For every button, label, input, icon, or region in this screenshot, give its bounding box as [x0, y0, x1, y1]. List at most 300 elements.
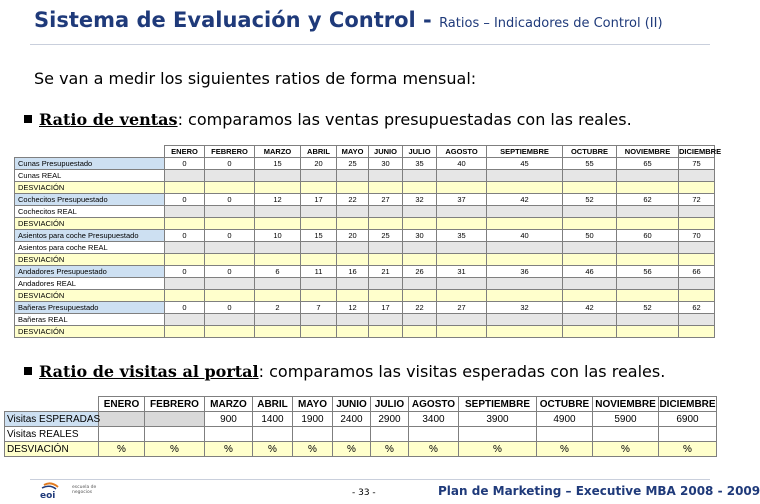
table-row — [5, 442, 717, 457]
value-cell — [255, 278, 301, 290]
value-cell: 17 — [301, 194, 337, 206]
bullet-visits-ratio — [24, 362, 665, 381]
value-cell — [255, 326, 301, 338]
value-cell: % — [205, 442, 253, 457]
value-cell — [255, 254, 301, 266]
value-cell: 52 — [617, 302, 679, 314]
value-cell — [487, 314, 563, 326]
value-cell — [165, 182, 205, 194]
value-cell — [301, 314, 337, 326]
month-header: SEPTIEMBRE — [487, 146, 563, 158]
value-cell: 1900 — [293, 412, 333, 427]
value-cell — [301, 326, 337, 338]
value-cell — [563, 206, 617, 218]
value-cell: 65 — [617, 158, 679, 170]
value-cell: 0 — [165, 266, 205, 278]
value-cell — [205, 182, 255, 194]
row-label: DESVIACIÓN — [15, 290, 165, 302]
value-cell — [563, 254, 617, 266]
value-cell — [679, 314, 715, 326]
value-cell — [255, 206, 301, 218]
value-cell: 3400 — [409, 412, 459, 427]
bullet-sales-rest: : comparamos las ventas presupuestadas con las reales. — [177, 110, 632, 129]
value-cell: % — [537, 442, 593, 457]
value-cell: 50 — [563, 230, 617, 242]
value-cell — [617, 182, 679, 194]
row-label: Cochecitos Presupuestado — [15, 194, 165, 206]
table-row — [15, 182, 715, 194]
value-cell — [99, 412, 145, 427]
value-cell: 40 — [487, 230, 563, 242]
value-cell — [369, 218, 403, 230]
value-cell — [337, 290, 369, 302]
table-row — [15, 206, 715, 218]
value-cell: 37 — [437, 194, 487, 206]
page-title — [34, 8, 663, 32]
square-bullet-icon — [24, 115, 32, 123]
value-cell: 2900 — [371, 412, 409, 427]
footer-text: Plan de Marketing – Executive MBA 2008 - 2009 — [438, 484, 760, 498]
month-header: AGOSTO — [437, 146, 487, 158]
value-cell — [679, 218, 715, 230]
row-label: Cunas Presupuestado — [15, 158, 165, 170]
value-cell: 25 — [369, 230, 403, 242]
row-label: Visitas ESPERADAS — [5, 412, 99, 427]
value-cell — [679, 326, 715, 338]
value-cell: 0 — [205, 158, 255, 170]
row-label: Andadores Presupuestado — [15, 266, 165, 278]
value-cell — [337, 206, 369, 218]
value-cell — [487, 326, 563, 338]
value-cell — [337, 170, 369, 182]
value-cell — [165, 206, 205, 218]
value-cell — [409, 427, 459, 442]
value-cell: 35 — [437, 230, 487, 242]
value-cell — [369, 182, 403, 194]
value-cell: 60 — [617, 230, 679, 242]
value-cell — [437, 242, 487, 254]
bullet-sales-key: Ratio de ventas — [39, 110, 178, 129]
row-label: Asientos para coche REAL — [15, 242, 165, 254]
value-cell — [205, 218, 255, 230]
month-header: ABRIL — [253, 397, 293, 412]
value-cell — [593, 427, 659, 442]
value-cell — [253, 427, 293, 442]
value-cell: 0 — [165, 230, 205, 242]
value-cell — [679, 206, 715, 218]
value-cell — [617, 206, 679, 218]
value-cell — [403, 290, 437, 302]
value-cell: 62 — [679, 302, 715, 314]
month-header: ABRIL — [301, 146, 337, 158]
row-label: DESVIACIÓN — [15, 182, 165, 194]
value-cell: 32 — [487, 302, 563, 314]
value-cell: 52 — [563, 194, 617, 206]
value-cell: 26 — [403, 266, 437, 278]
value-cell — [301, 218, 337, 230]
intro-text: Se van a medir los siguientes ratios de forma mensual: — [34, 69, 477, 88]
header-blank — [15, 146, 165, 158]
value-cell: 25 — [337, 158, 369, 170]
value-cell — [563, 170, 617, 182]
table-row — [15, 170, 715, 182]
value-cell: 15 — [255, 158, 301, 170]
square-bullet-icon — [24, 367, 32, 375]
table-row — [5, 412, 717, 427]
title-sub: Ratios – Indicadores de Control (II) — [439, 16, 663, 31]
value-cell — [165, 254, 205, 266]
row-label: Asientos para coche Presupuestado — [15, 230, 165, 242]
value-cell — [437, 182, 487, 194]
value-cell — [563, 278, 617, 290]
value-cell — [255, 314, 301, 326]
title-divider — [30, 44, 710, 45]
table-row — [15, 302, 715, 314]
value-cell — [487, 182, 563, 194]
value-cell: % — [145, 442, 205, 457]
value-cell — [617, 278, 679, 290]
month-header: MAYO — [337, 146, 369, 158]
value-cell — [301, 254, 337, 266]
table-row — [15, 194, 715, 206]
row-label: DESVIACIÓN — [15, 254, 165, 266]
value-cell — [333, 427, 371, 442]
row-label: Visitas REALES — [5, 427, 99, 442]
value-cell: 75 — [679, 158, 715, 170]
month-header: NOVIEMBRE — [593, 397, 659, 412]
value-cell — [369, 290, 403, 302]
value-cell — [205, 290, 255, 302]
value-cell — [145, 427, 205, 442]
value-cell: 22 — [337, 194, 369, 206]
value-cell — [301, 206, 337, 218]
value-cell — [617, 326, 679, 338]
value-cell: % — [659, 442, 717, 457]
value-cell — [617, 242, 679, 254]
value-cell: 27 — [437, 302, 487, 314]
row-label: Bañeras Presupuestado — [15, 302, 165, 314]
value-cell — [99, 427, 145, 442]
value-cell: 11 — [301, 266, 337, 278]
value-cell — [563, 326, 617, 338]
month-header: JULIO — [371, 397, 409, 412]
value-cell: % — [459, 442, 537, 457]
value-cell — [679, 170, 715, 182]
value-cell — [617, 254, 679, 266]
month-header: JUNIO — [369, 146, 403, 158]
table-row — [15, 218, 715, 230]
value-cell — [301, 278, 337, 290]
month-header: SEPTIEMBRE — [459, 397, 537, 412]
value-cell: 42 — [563, 302, 617, 314]
value-cell — [403, 278, 437, 290]
row-label: DESVIACIÓN — [15, 218, 165, 230]
value-cell: % — [99, 442, 145, 457]
value-cell: 10 — [255, 230, 301, 242]
value-cell — [403, 314, 437, 326]
value-cell — [487, 242, 563, 254]
month-header: FEBRERO — [145, 397, 205, 412]
value-cell: 6900 — [659, 412, 717, 427]
value-cell: 36 — [487, 266, 563, 278]
value-cell — [255, 218, 301, 230]
logo-text: eoi — [40, 491, 56, 501]
row-label: DESVIACIÓN — [15, 326, 165, 338]
page-number: - 33 - — [352, 488, 376, 498]
value-cell: % — [371, 442, 409, 457]
value-cell — [437, 278, 487, 290]
value-cell — [487, 278, 563, 290]
value-cell: % — [409, 442, 459, 457]
month-header: OCTUBRE — [537, 397, 593, 412]
value-cell: 30 — [403, 230, 437, 242]
value-cell: 0 — [205, 194, 255, 206]
row-label: Cunas REAL — [15, 170, 165, 182]
value-cell — [205, 254, 255, 266]
value-cell: 31 — [437, 266, 487, 278]
value-cell — [337, 218, 369, 230]
value-cell — [537, 427, 593, 442]
value-cell: 4900 — [537, 412, 593, 427]
value-cell — [617, 290, 679, 302]
value-cell: 17 — [369, 302, 403, 314]
visits-table-body — [5, 412, 717, 457]
value-cell — [369, 242, 403, 254]
value-cell — [369, 206, 403, 218]
value-cell — [165, 170, 205, 182]
value-cell — [165, 290, 205, 302]
value-cell — [679, 182, 715, 194]
value-cell — [205, 427, 253, 442]
value-cell — [165, 326, 205, 338]
month-header: JULIO — [403, 146, 437, 158]
month-header: AGOSTO — [409, 397, 459, 412]
value-cell — [337, 242, 369, 254]
value-cell — [487, 218, 563, 230]
value-cell — [403, 182, 437, 194]
value-cell — [679, 278, 715, 290]
value-cell — [459, 427, 537, 442]
value-cell: 22 — [403, 302, 437, 314]
footer-divider — [30, 479, 710, 480]
month-header: ENERO — [99, 397, 145, 412]
value-cell — [165, 278, 205, 290]
table-row — [15, 326, 715, 338]
row-label: Bañeras REAL — [15, 314, 165, 326]
value-cell: 0 — [165, 194, 205, 206]
value-cell: 66 — [679, 266, 715, 278]
row-label: DESVIACIÓN — [5, 442, 99, 457]
row-label: Cochecitos REAL — [15, 206, 165, 218]
value-cell — [337, 326, 369, 338]
month-header: OCTUBRE — [563, 146, 617, 158]
table-row — [15, 278, 715, 290]
value-cell — [563, 242, 617, 254]
value-cell: 72 — [679, 194, 715, 206]
value-cell — [487, 290, 563, 302]
value-cell: 12 — [255, 194, 301, 206]
value-cell — [255, 242, 301, 254]
value-cell — [487, 206, 563, 218]
bullet-visits-rest: : comparamos las visitas esperadas con las reales. — [258, 362, 666, 381]
header-blank — [5, 397, 99, 412]
sales-table-body — [15, 158, 715, 338]
value-cell: % — [293, 442, 333, 457]
value-cell — [617, 314, 679, 326]
value-cell: 70 — [679, 230, 715, 242]
value-cell: 0 — [165, 158, 205, 170]
value-cell — [369, 170, 403, 182]
value-cell: 3900 — [459, 412, 537, 427]
value-cell: 12 — [337, 302, 369, 314]
month-header: DICIEMBRE — [659, 398, 716, 410]
value-cell: 20 — [301, 158, 337, 170]
value-cell — [301, 170, 337, 182]
value-cell: 0 — [205, 266, 255, 278]
value-cell — [563, 290, 617, 302]
value-cell — [617, 170, 679, 182]
value-cell: % — [593, 442, 659, 457]
value-cell — [437, 314, 487, 326]
value-cell: 56 — [617, 266, 679, 278]
value-cell — [437, 326, 487, 338]
value-cell — [255, 182, 301, 194]
value-cell — [205, 326, 255, 338]
table-row — [15, 314, 715, 326]
value-cell — [371, 427, 409, 442]
value-cell — [301, 242, 337, 254]
value-cell — [563, 314, 617, 326]
value-cell — [301, 290, 337, 302]
month-header: MAYO — [293, 397, 333, 412]
value-cell: % — [333, 442, 371, 457]
value-cell: 7 — [301, 302, 337, 314]
row-label: Andadores REAL — [15, 278, 165, 290]
value-cell: 55 — [563, 158, 617, 170]
value-cell: 900 — [205, 412, 253, 427]
value-cell — [205, 170, 255, 182]
eoi-logo — [38, 482, 128, 502]
value-cell — [437, 170, 487, 182]
sales-header-row — [15, 146, 715, 158]
month-header: MARZO — [255, 146, 301, 158]
value-cell — [301, 182, 337, 194]
value-cell: 0 — [205, 302, 255, 314]
value-cell — [369, 254, 403, 266]
value-cell — [437, 206, 487, 218]
value-cell — [165, 242, 205, 254]
value-cell — [437, 254, 487, 266]
value-cell: 0 — [205, 230, 255, 242]
value-cell — [293, 427, 333, 442]
table-row — [15, 254, 715, 266]
month-header: MARZO — [205, 397, 253, 412]
value-cell — [145, 412, 205, 427]
value-cell — [337, 254, 369, 266]
value-cell — [205, 206, 255, 218]
value-cell: 1400 — [253, 412, 293, 427]
month-header: NOVIEMBRE — [617, 146, 679, 158]
value-cell: 62 — [617, 194, 679, 206]
logo-subtext: escuela de negocios — [72, 485, 97, 495]
value-cell — [403, 206, 437, 218]
value-cell: 35 — [403, 158, 437, 170]
value-cell — [255, 170, 301, 182]
value-cell — [255, 290, 301, 302]
value-cell: 46 — [563, 266, 617, 278]
value-cell — [679, 254, 715, 266]
value-cell — [659, 427, 717, 442]
value-cell — [369, 278, 403, 290]
value-cell: 5900 — [593, 412, 659, 427]
value-cell — [165, 314, 205, 326]
value-cell — [337, 182, 369, 194]
value-cell — [679, 290, 715, 302]
month-header: FEBRERO — [205, 146, 255, 158]
value-cell — [337, 278, 369, 290]
value-cell: 45 — [487, 158, 563, 170]
value-cell — [617, 218, 679, 230]
value-cell — [337, 314, 369, 326]
value-cell — [403, 170, 437, 182]
value-cell — [403, 218, 437, 230]
value-cell — [437, 218, 487, 230]
value-cell: 32 — [403, 194, 437, 206]
sales-ratio-table — [14, 145, 722, 338]
value-cell: 0 — [165, 302, 205, 314]
value-cell — [205, 278, 255, 290]
value-cell: 21 — [369, 266, 403, 278]
visits-ratio-table — [4, 396, 717, 457]
month-header: JUNIO — [333, 397, 371, 412]
value-cell: 30 — [369, 158, 403, 170]
value-cell — [487, 254, 563, 266]
table-row — [15, 242, 715, 254]
value-cell — [487, 170, 563, 182]
value-cell: 6 — [255, 266, 301, 278]
title-main: Sistema de Evaluación y Control - — [34, 8, 440, 32]
value-cell — [403, 326, 437, 338]
value-cell: 2 — [255, 302, 301, 314]
value-cell — [679, 242, 715, 254]
table-row — [15, 158, 715, 170]
value-cell — [563, 218, 617, 230]
value-cell — [563, 182, 617, 194]
value-cell: 15 — [301, 230, 337, 242]
month-header: DICIEMBRE — [679, 147, 722, 156]
value-cell: 42 — [487, 194, 563, 206]
table-row — [15, 290, 715, 302]
table-row — [15, 266, 715, 278]
value-cell — [205, 242, 255, 254]
value-cell — [403, 242, 437, 254]
value-cell: % — [253, 442, 293, 457]
visits-header-row — [5, 397, 717, 412]
table-row — [15, 230, 715, 242]
table-row — [5, 427, 717, 442]
value-cell: 16 — [337, 266, 369, 278]
value-cell — [403, 254, 437, 266]
value-cell — [165, 218, 205, 230]
bullet-sales-ratio — [24, 110, 632, 129]
value-cell — [369, 314, 403, 326]
value-cell — [437, 290, 487, 302]
value-cell: 2400 — [333, 412, 371, 427]
value-cell — [369, 326, 403, 338]
value-cell: 20 — [337, 230, 369, 242]
value-cell — [205, 314, 255, 326]
value-cell: 27 — [369, 194, 403, 206]
